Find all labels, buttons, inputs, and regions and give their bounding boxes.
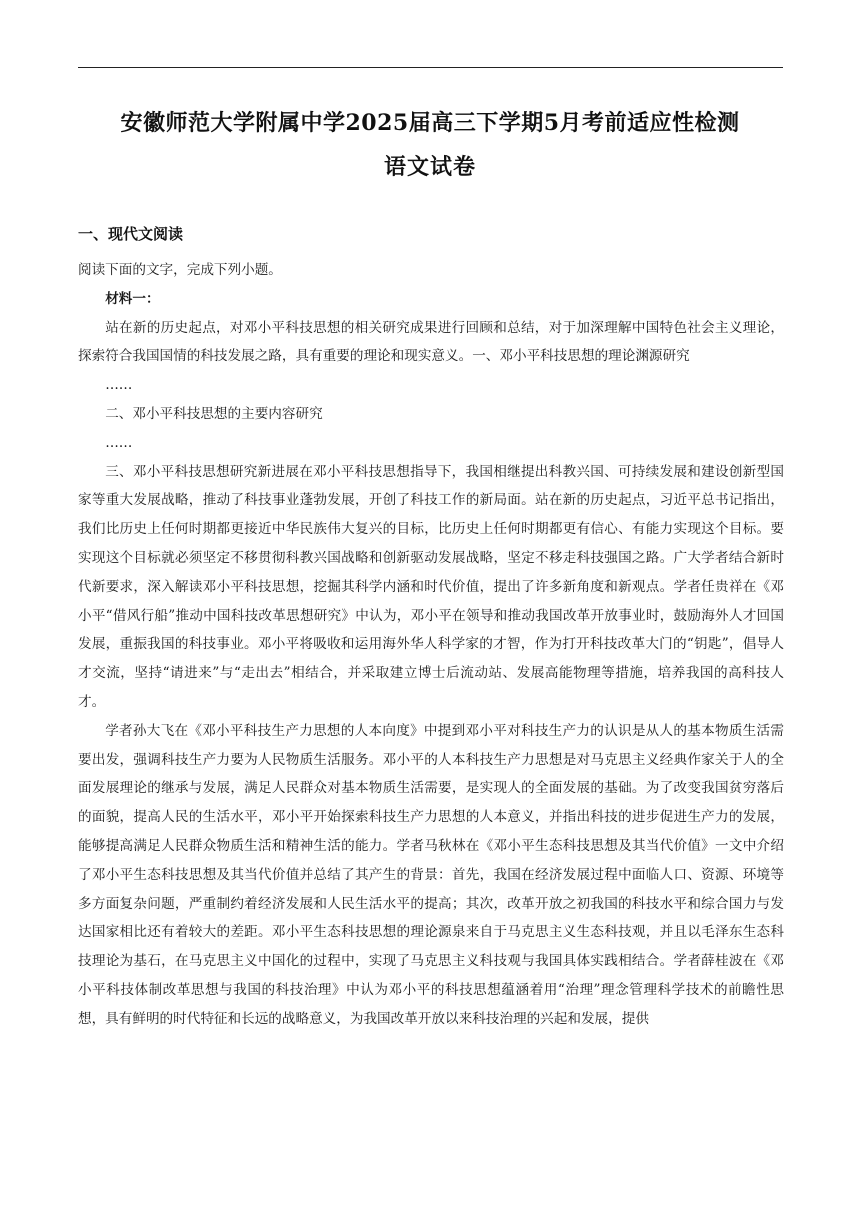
- material-label: 材料一：: [105, 290, 160, 307]
- subheading-2: 二、邓小平科技思想的主要内容研究: [105, 405, 323, 422]
- paragraph-3: 学者孙大飞在《邓小平科技生产力思想的人本向度》中提到邓小平对科技生产力的认识是从人的基本物质生活需要出发，强调科技生产力要为人民物质生活服务。邓小平的人本科技生产力思想是对马克思主义经典作家关于人的全面发展理论的继承与发展，满足人民群众对基本物质生活需要，是实现人的全面发展的基础。为了改变我国贫穷落后的面貌，提高人民的生活水平，邓小平开始探索科技生产力思想的人本意义，并指出科技的进步促进生产力的发展，能够提高满足人民群众物质生活和精神生活的能力。学者马秋林在《邓小平生态科技思想及其当代价值》一文中介绍了邓小平生态科技思想及其当代价值并总结了其产生的背景：首先，我国在经济发展过程中面临人口、资源、环境等多方面复杂问题，严重制约着经济发展和人民生活水平的提高；其次，改革开放之初我国的科技水平和综合国力与发达国家相比还有着较大的差距。邓小平生态科技思想的理论源泉来自于马克思主义生态科技观，并且以毛泽东生态科技理论为基石，在马克思主义中国化的过程中，实现了马克思主义科技观与我国具体实践相结合。学者薛桂波在《邓小平科技体制改革思想与我国的科技治理》中认为邓小平的科技思想蕴涵着用“治理”理念管理科学技术的前瞻性思想，具有鲜明的时代特征和长远的战略意义，为我国改革开放以来科技治理的兴起和发展，提供: [78, 722, 784, 1027]
- ellipsis-1: ……: [105, 377, 133, 394]
- reading-passage: [78, 256, 784, 1034]
- section-heading: 一、现代文阅读: [78, 225, 184, 243]
- instruction-text: 阅读下面的文字，完成下列小题。: [78, 262, 282, 278]
- paragraph-2: 三、邓小平科技思想研究新进展在邓小平科技思想指导下，我国相继提出科教兴国、可持续发展和建设创新型国家等重大发展战略，推动了科技事业蓬勃发展，开创了科技工作的新局面。站在新的历史起点，习近平总书记指出，我们比历史上任何时期都更接近中华民族伟大复兴的目标，比历史上任何时期都更有信心、有能力实现这个目标。要实现这个目标就必须坚定不移贯彻科教兴国战略和创新驱动发展战略，坚定不移走科技强国之路。广大学者结合新时代新要求，深入解读邓小平科技思想，挖掘其科学内涵和时代价值，提出了许多新角度和新观点。学者任贵祥在《邓小平“借风行船”推动中国科技改革思想研究》中认为，邓小平在领导和推动我国改革开放事业时，鼓励海外人才回国发展，重振我国的科技事业。邓小平将吸收和运用海外华人科学家的才智，作为打开科技改革大门的“钥匙”，倡导人才交流，坚持“请进来”与“走出去”相结合，并采取建立博士后流动站、发展高能物理等措施，培养我国的高科技人才。: [78, 463, 784, 710]
- page-subtitle: 语文试卷: [383, 154, 476, 180]
- header-rule: [78, 67, 783, 68]
- ellipsis-2: ……: [105, 434, 133, 451]
- page-title: 安徽师范大学附属中学2025届高三下学期5月考前适应性检测: [120, 110, 740, 136]
- paragraph-1: 站在新的历史起点，对邓小平科技思想的相关研究成果进行回顾和总结，对于加深理解中国特色社会主义理论，探索符合我国国情的科技发展之路，具有重要的理论和现实意义。一、邓小平科技思想的理论渊源研究: [78, 319, 784, 365]
